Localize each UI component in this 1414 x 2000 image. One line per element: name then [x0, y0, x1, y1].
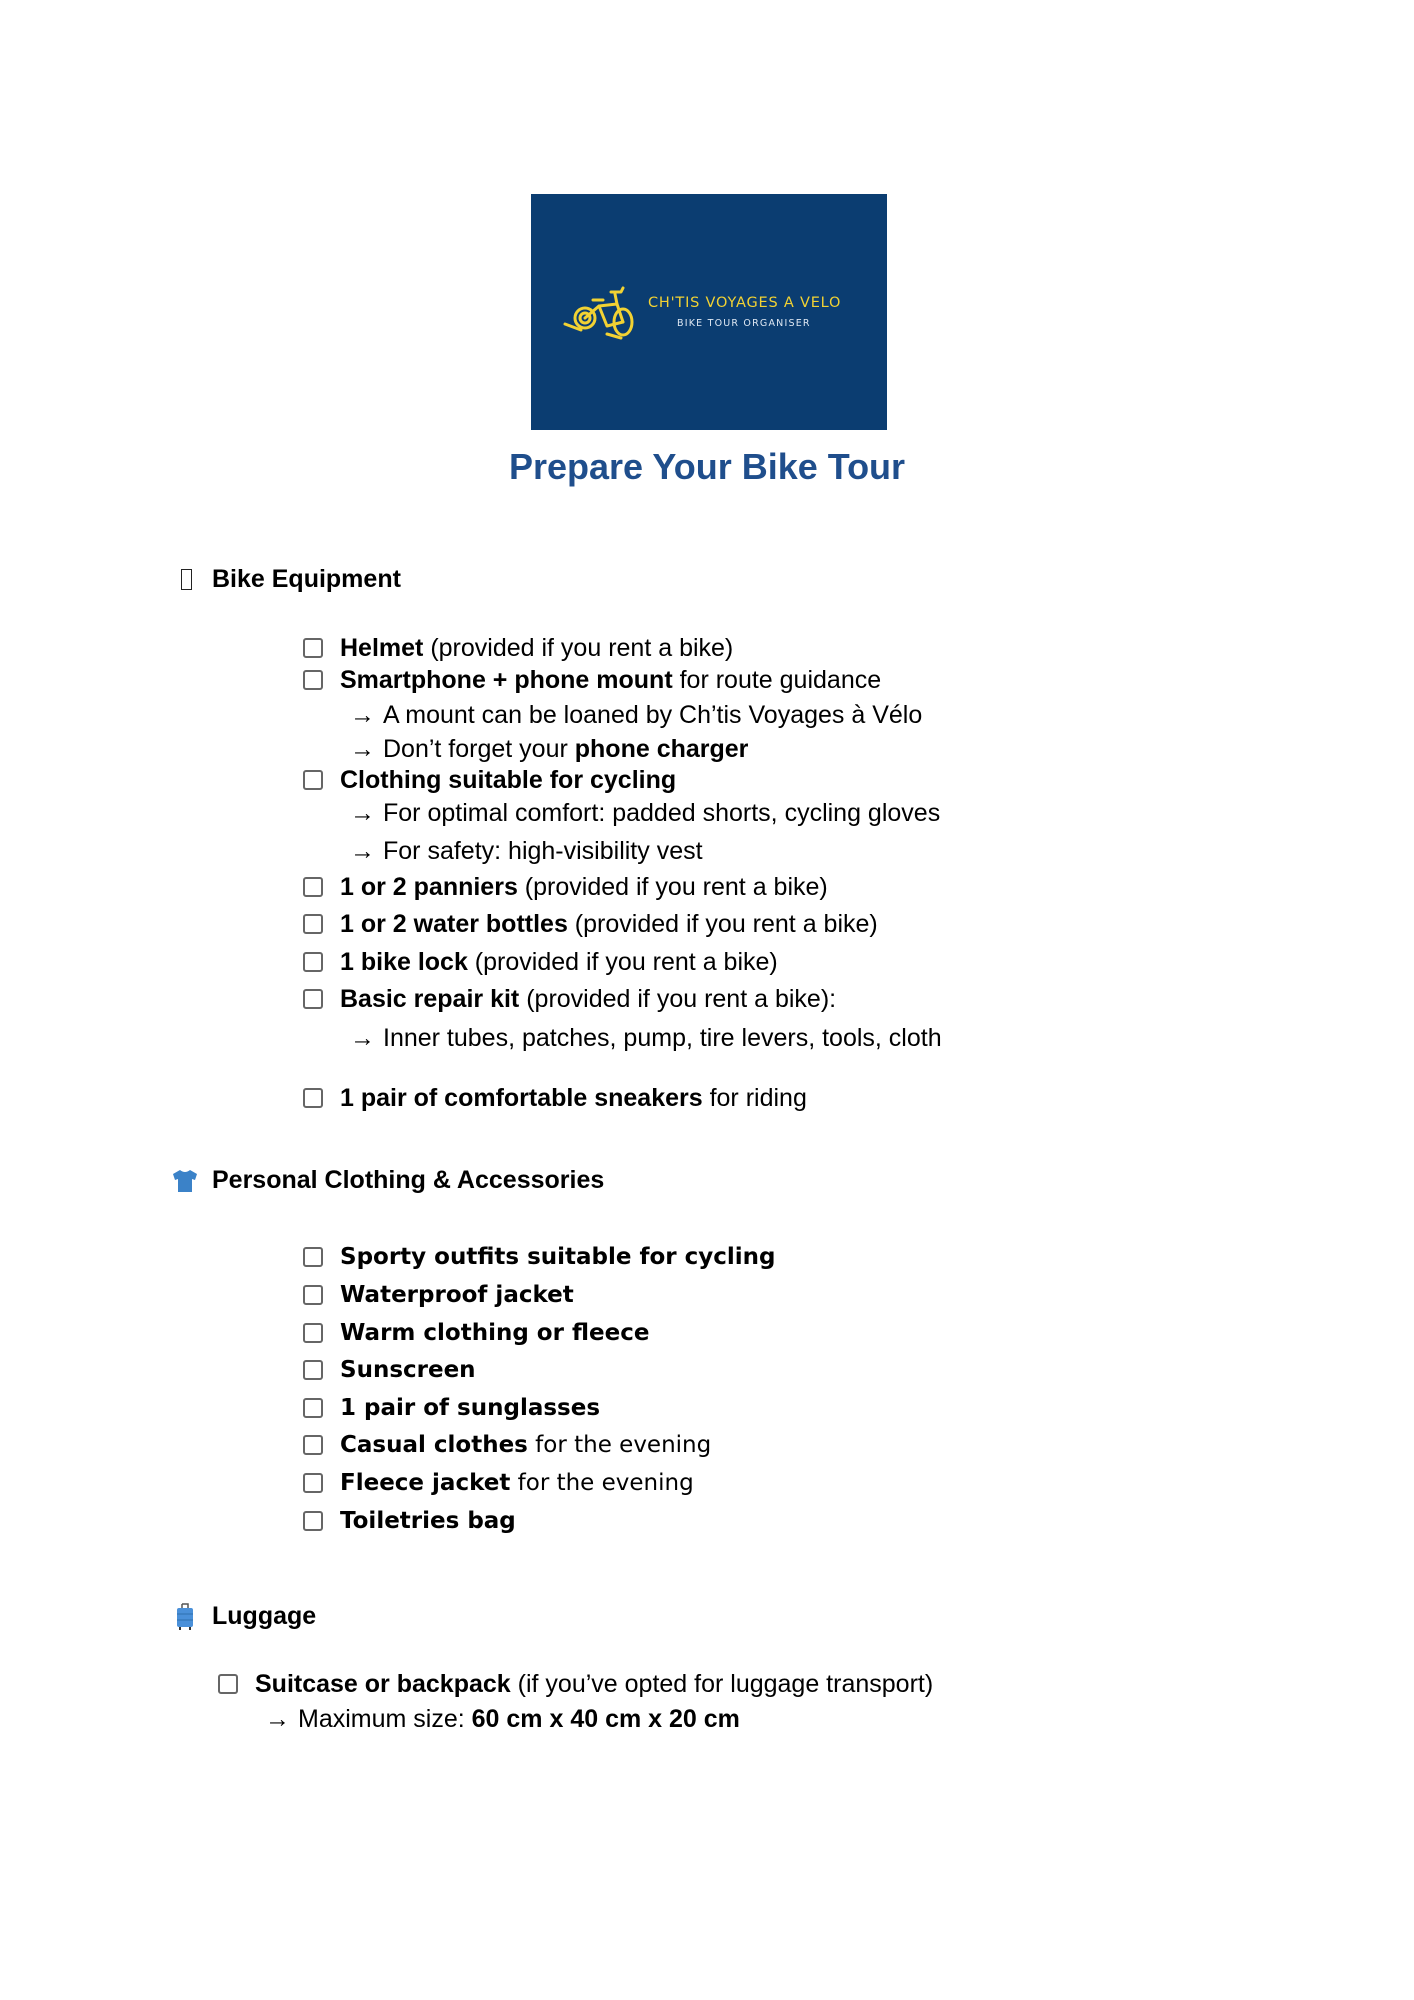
item-detail: for the evening	[510, 1470, 694, 1496]
checklist-item-sporty-outfits[interactable]	[303, 1242, 776, 1272]
item-note	[350, 798, 940, 828]
checkbox[interactable]	[303, 670, 323, 690]
arrow-icon: →	[350, 836, 375, 865]
checklist-item-helmet[interactable]	[303, 633, 733, 663]
checklist-item-waterproof-jacket[interactable]	[303, 1280, 574, 1310]
checkbox[interactable]	[303, 1247, 323, 1267]
item-detail: (provided if you rent a bike)	[423, 633, 734, 662]
note-bold: phone charger	[574, 734, 749, 763]
item-label: Casual clothes	[340, 1432, 528, 1458]
item-label: 1 or 2 water bottles	[340, 909, 568, 938]
page-title: Prepare Your Bike Tour	[508, 446, 906, 487]
item-note	[265, 1704, 740, 1734]
checkbox[interactable]	[303, 770, 323, 790]
item-detail: for the evening	[527, 1432, 712, 1458]
item-detail: for route guidance	[672, 665, 882, 694]
item-label: 1 bike lock	[340, 947, 468, 976]
item-label: Toiletries bag	[340, 1508, 516, 1534]
item-detail: (provided if you rent a bike)	[567, 909, 878, 938]
item-label: Sporty outfits suitable for cycling	[340, 1244, 776, 1270]
note-text: A mount can be loaned by Ch’tis Voyages à Vélo	[383, 700, 923, 729]
missing-glyph-icon	[172, 567, 198, 593]
t-shirt-icon	[172, 1168, 198, 1194]
checklist-item-sunscreen[interactable]	[303, 1355, 476, 1385]
checkbox[interactable]	[303, 1360, 323, 1380]
item-detail: for riding	[702, 1083, 807, 1112]
logo-title: CH'TIS VOYAGES A VELO	[648, 295, 842, 311]
section-heading: Personal Clothing & Accessories	[212, 1166, 605, 1194]
item-note	[350, 836, 703, 866]
checklist-item-repair-kit[interactable]	[303, 984, 836, 1014]
checklist-item-fleece-jacket[interactable]	[303, 1468, 694, 1498]
item-label: Suitcase or backpack	[255, 1669, 511, 1698]
note-text: Inner tubes, patches, pump, tire levers, tools, cloth	[383, 1023, 942, 1052]
note-bold: 60 cm x 40 cm x 20 cm	[471, 1704, 740, 1733]
item-detail: (provided if you rent a bike):	[519, 984, 837, 1013]
checklist-item-water-bottles[interactable]	[303, 909, 878, 939]
note-text: Don’t forget your	[383, 734, 575, 763]
item-label: Warm clothing or fleece	[340, 1320, 650, 1346]
checklist-item-warm-clothing[interactable]	[303, 1318, 649, 1348]
item-detail: (if you’ve opted for luggage transport)	[510, 1669, 934, 1698]
section-heading: Luggage	[212, 1602, 317, 1630]
section-heading: Bike Equipment	[212, 565, 401, 593]
item-note	[350, 1023, 942, 1053]
checklist-item-bike-lock[interactable]	[303, 947, 778, 977]
checkbox[interactable]	[303, 914, 323, 934]
checkbox[interactable]	[303, 1285, 323, 1305]
checklist-item-suitcase[interactable]	[218, 1669, 933, 1699]
item-label: 1 or 2 panniers	[340, 872, 518, 901]
checklist-item-casual-clothes[interactable]	[303, 1430, 711, 1460]
checklist-item-clothing[interactable]	[303, 765, 676, 795]
section-header-bike-equipment	[172, 565, 401, 594]
company-logo	[531, 194, 887, 430]
checkbox[interactable]	[303, 1323, 323, 1343]
arrow-icon: →	[350, 1023, 375, 1052]
arrow-icon: →	[265, 1704, 290, 1733]
checklist-item-panniers[interactable]	[303, 872, 828, 902]
checkbox[interactable]	[218, 1674, 238, 1694]
item-label: Helmet	[340, 633, 424, 662]
note-text: Maximum size:	[298, 1704, 472, 1733]
checkbox[interactable]	[303, 1435, 323, 1455]
item-label: Clothing suitable for cycling	[340, 765, 677, 794]
section-header-personal-clothing	[172, 1166, 604, 1195]
note-text: For safety: high-visibility vest	[383, 836, 703, 865]
item-label: 1 pair of sunglasses	[340, 1395, 601, 1421]
checkbox[interactable]	[303, 1473, 323, 1493]
checkbox[interactable]	[303, 638, 323, 658]
item-label: Fleece jacket	[340, 1470, 511, 1496]
bicycle-icon	[563, 284, 643, 344]
checklist-item-sneakers[interactable]	[303, 1083, 807, 1113]
suitcase-icon	[172, 1604, 198, 1630]
item-detail: (provided if you rent a bike)	[467, 947, 778, 976]
arrow-icon: →	[350, 734, 375, 763]
note-text: For optimal comfort: padded shorts, cycling gloves	[383, 798, 941, 827]
arrow-icon: →	[350, 700, 375, 729]
item-label: Basic repair kit	[340, 984, 520, 1013]
item-label: Sunscreen	[340, 1357, 476, 1383]
item-note	[350, 734, 748, 764]
checkbox[interactable]	[303, 877, 323, 897]
item-detail: (provided if you rent a bike)	[517, 872, 828, 901]
item-label: Waterproof jacket	[340, 1282, 574, 1308]
logo-subtitle: BIKE TOUR ORGANISER	[677, 318, 811, 329]
checkbox[interactable]	[303, 1511, 323, 1531]
checklist-item-smartphone[interactable]	[303, 665, 881, 695]
checkbox[interactable]	[303, 989, 323, 1009]
item-note	[350, 700, 922, 730]
checklist-item-toiletries-bag[interactable]	[303, 1506, 516, 1536]
checkbox[interactable]	[303, 1398, 323, 1418]
checklist-item-sunglasses[interactable]	[303, 1393, 600, 1423]
checkbox[interactable]	[303, 1088, 323, 1108]
checkbox[interactable]	[303, 952, 323, 972]
item-label: Smartphone + phone mount	[340, 665, 673, 694]
arrow-icon: →	[350, 798, 375, 827]
section-header-luggage	[172, 1602, 316, 1631]
item-label: 1 pair of comfortable sneakers	[340, 1083, 703, 1112]
